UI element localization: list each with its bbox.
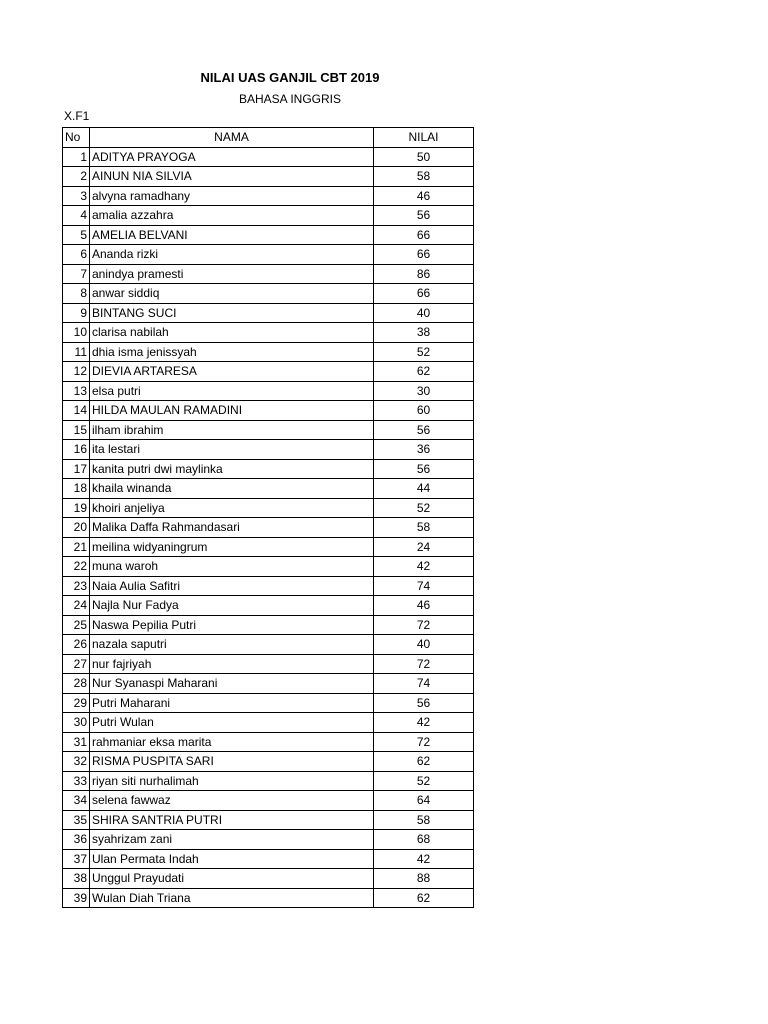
student-score: 64	[374, 791, 474, 811]
row-number: 31	[63, 732, 90, 752]
table-row	[63, 420, 474, 440]
student-name: Najla Nur Fadya	[90, 596, 374, 616]
table-row	[63, 654, 474, 674]
table-row	[63, 830, 474, 850]
table-row	[63, 401, 474, 421]
student-score: 36	[374, 440, 474, 460]
table-row	[63, 732, 474, 752]
student-score: 50	[374, 147, 474, 167]
table-row	[63, 693, 474, 713]
table-row	[63, 323, 474, 343]
student-name: Naswa Pepilia Putri	[90, 615, 374, 635]
row-number: 5	[63, 225, 90, 245]
table-row	[63, 147, 474, 167]
table-row	[63, 479, 474, 499]
row-number: 8	[63, 284, 90, 304]
student-score: 52	[374, 771, 474, 791]
table-row	[63, 225, 474, 245]
student-score: 60	[374, 401, 474, 421]
student-name: amalia azzahra	[90, 206, 374, 226]
class-label: X.F1	[64, 109, 90, 123]
row-number: 12	[63, 362, 90, 382]
row-number: 2	[63, 167, 90, 187]
student-name: dhia isma jenissyah	[90, 342, 374, 362]
row-number: 3	[63, 186, 90, 206]
student-name: SHIRA SANTRIA PUTRI	[90, 810, 374, 830]
student-name: khaila winanda	[90, 479, 374, 499]
student-score: 46	[374, 186, 474, 206]
student-score: 62	[374, 752, 474, 772]
student-name: ita lestari	[90, 440, 374, 460]
table-row	[63, 791, 474, 811]
table-header-row	[63, 128, 474, 148]
student-score: 66	[374, 245, 474, 265]
student-score: 72	[374, 654, 474, 674]
student-name: muna waroh	[90, 557, 374, 577]
student-score: 62	[374, 888, 474, 908]
student-name: kanita putri dwi maylinka	[90, 459, 374, 479]
row-number: 32	[63, 752, 90, 772]
student-score: 66	[374, 225, 474, 245]
table-row	[63, 849, 474, 869]
student-name: khoiri anjeliya	[90, 498, 374, 518]
student-name: Ulan Permata Indah	[90, 849, 374, 869]
table-row	[63, 752, 474, 772]
student-score: 62	[374, 362, 474, 382]
student-score: 42	[374, 713, 474, 733]
student-name: AINUN NIA SILVIA	[90, 167, 374, 187]
row-number: 25	[63, 615, 90, 635]
student-name: Malika Daffa Rahmandasari	[90, 518, 374, 538]
table-row	[63, 771, 474, 791]
row-number: 37	[63, 849, 90, 869]
row-number: 7	[63, 264, 90, 284]
table-row	[63, 186, 474, 206]
student-score: 72	[374, 615, 474, 635]
student-name: BINTANG SUCI	[90, 303, 374, 323]
student-score: 38	[374, 323, 474, 343]
student-name: nazala saputri	[90, 635, 374, 655]
student-score: 42	[374, 557, 474, 577]
table-row	[63, 635, 474, 655]
student-name: Wulan Diah Triana	[90, 888, 374, 908]
student-name: Ananda rizki	[90, 245, 374, 265]
student-name: ilham ibrahim	[90, 420, 374, 440]
table-row	[63, 284, 474, 304]
row-number: 30	[63, 713, 90, 733]
student-name: HILDA MAULAN RAMADINI	[90, 401, 374, 421]
student-name: Naia Aulia Safitri	[90, 576, 374, 596]
student-name: riyan siti nurhalimah	[90, 771, 374, 791]
row-number: 14	[63, 401, 90, 421]
student-name: clarisa nabilah	[90, 323, 374, 343]
table-row	[63, 303, 474, 323]
table-row	[63, 264, 474, 284]
student-name: Putri Maharani	[90, 693, 374, 713]
student-score: 56	[374, 420, 474, 440]
column-header-no: No	[63, 128, 90, 148]
student-score: 40	[374, 635, 474, 655]
row-number: 20	[63, 518, 90, 538]
student-score: 74	[374, 674, 474, 694]
student-name: syahrizam zani	[90, 830, 374, 850]
subject-subtitle: BAHASA INGGRIS	[238, 92, 342, 106]
row-number: 39	[63, 888, 90, 908]
row-number: 33	[63, 771, 90, 791]
student-name: nur fajriyah	[90, 654, 374, 674]
student-name: rahmaniar eksa marita	[90, 732, 374, 752]
student-score: 42	[374, 849, 474, 869]
table-row	[63, 537, 474, 557]
student-name: RISMA PUSPITA SARI	[90, 752, 374, 772]
student-name: anindya pramesti	[90, 264, 374, 284]
row-number: 28	[63, 674, 90, 694]
row-number: 34	[63, 791, 90, 811]
document-title: NILAI UAS GANJIL CBT 2019	[200, 70, 380, 85]
student-score: 58	[374, 810, 474, 830]
row-number: 36	[63, 830, 90, 850]
table-row	[63, 869, 474, 889]
row-number: 26	[63, 635, 90, 655]
table-row	[63, 206, 474, 226]
student-score: 88	[374, 869, 474, 889]
student-score: 52	[374, 342, 474, 362]
table-row	[63, 381, 474, 401]
row-number: 10	[63, 323, 90, 343]
table-row	[63, 342, 474, 362]
row-number: 13	[63, 381, 90, 401]
student-score: 66	[374, 284, 474, 304]
student-score: 72	[374, 732, 474, 752]
student-name: Nur Syanaspi Maharani	[90, 674, 374, 694]
table-row	[63, 810, 474, 830]
table-row	[63, 576, 474, 596]
table-row	[63, 674, 474, 694]
student-name: anwar siddiq	[90, 284, 374, 304]
grades-table	[62, 127, 474, 908]
row-number: 38	[63, 869, 90, 889]
student-score: 24	[374, 537, 474, 557]
student-score: 46	[374, 596, 474, 616]
table-row	[63, 440, 474, 460]
row-number: 1	[63, 147, 90, 167]
row-number: 4	[63, 206, 90, 226]
student-name: elsa putri	[90, 381, 374, 401]
column-header-nilai: NILAI	[374, 128, 474, 148]
row-number: 11	[63, 342, 90, 362]
student-score: 74	[374, 576, 474, 596]
row-number: 24	[63, 596, 90, 616]
student-name: meilina widyaningrum	[90, 537, 374, 557]
student-score: 56	[374, 206, 474, 226]
row-number: 17	[63, 459, 90, 479]
table-row	[63, 596, 474, 616]
student-name: alvyna ramadhany	[90, 186, 374, 206]
table-row	[63, 362, 474, 382]
row-number: 35	[63, 810, 90, 830]
row-number: 29	[63, 693, 90, 713]
table-row	[63, 888, 474, 908]
student-name: DIEVIA ARTARESA	[90, 362, 374, 382]
student-score: 86	[374, 264, 474, 284]
student-name: Putri Wulan	[90, 713, 374, 733]
table-row	[63, 167, 474, 187]
table-row	[63, 557, 474, 577]
student-name: selena fawwaz	[90, 791, 374, 811]
table-row	[63, 615, 474, 635]
table-row	[63, 245, 474, 265]
student-name: ADITYA PRAYOGA	[90, 147, 374, 167]
row-number: 6	[63, 245, 90, 265]
student-score: 30	[374, 381, 474, 401]
table-body	[63, 147, 474, 908]
table-row	[63, 498, 474, 518]
student-name: Unggul Prayudati	[90, 869, 374, 889]
student-name: AMELIA BELVANI	[90, 225, 374, 245]
row-number: 16	[63, 440, 90, 460]
row-number: 15	[63, 420, 90, 440]
table-row	[63, 518, 474, 538]
student-score: 52	[374, 498, 474, 518]
student-score: 56	[374, 693, 474, 713]
row-number: 22	[63, 557, 90, 577]
row-number: 9	[63, 303, 90, 323]
row-number: 19	[63, 498, 90, 518]
table-row	[63, 459, 474, 479]
table-row	[63, 713, 474, 733]
student-score: 58	[374, 167, 474, 187]
row-number: 23	[63, 576, 90, 596]
student-score: 56	[374, 459, 474, 479]
student-score: 68	[374, 830, 474, 850]
row-number: 27	[63, 654, 90, 674]
row-number: 18	[63, 479, 90, 499]
student-score: 40	[374, 303, 474, 323]
student-score: 44	[374, 479, 474, 499]
student-score: 58	[374, 518, 474, 538]
row-number: 21	[63, 537, 90, 557]
column-header-nama: NAMA	[90, 128, 374, 148]
